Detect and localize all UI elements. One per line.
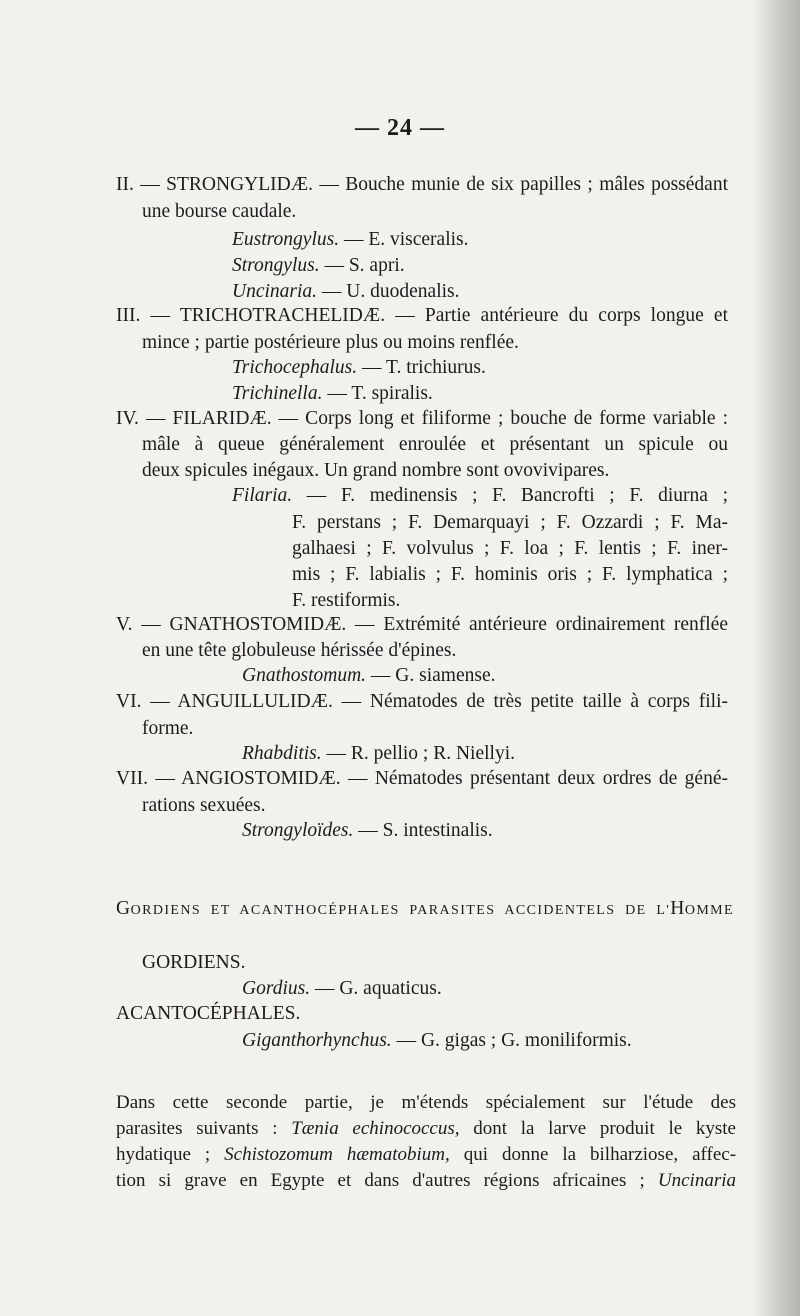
family-filaridae-line-2: mâle à queue généralement enroulée et présentant un spicule ou (142, 434, 728, 455)
genus-example: Filaria. — F. medinensis ; F. Bancrofti ; F. diurna ; (232, 485, 729, 506)
family-anguillulidae-line-2: forme. (142, 718, 194, 739)
species-list-line: mis ; F. labialis ; F. hominis oris ; F. lymphatica ; (292, 564, 728, 585)
genus-example: Rhabditis. — R. pellio ; R. Niellyi. (242, 743, 516, 764)
family-strongylidae-line-1: II. — STRONGYLIDÆ. — Bouche munie de six papilles ; mâles possédant (116, 174, 728, 195)
family-gnathostomidae-line-1: V. — GNATHOSTOMIDÆ. — Extrémité antérieure ordinairement renflée (116, 614, 728, 635)
genus-example: Strongylus. — S. apri. (232, 255, 405, 276)
genus-example: Strongyloïdes. — S. intestinalis. (242, 820, 493, 841)
genus-example: Trichocephalus. — T. trichiurus. (232, 357, 486, 378)
acanthocephales-heading: ACANTOCÉPHALES. (116, 1003, 301, 1024)
paragraph-line-2: parasites suivants : Tænia echinococcus, dont la larve produit le kyste (116, 1118, 736, 1139)
genus-example: Gnathostomum. — G. siamense. (242, 665, 496, 686)
species-list-line: F. restiformis. (292, 590, 401, 611)
family-angiostomidae-line-2: rations sexuées. (142, 795, 266, 816)
genus-example: Giganthorhynchus. — G. gigas ; G. moniliformis. (242, 1030, 632, 1051)
paragraph-line-1: Dans cette seconde partie, je m'étends spécialement sur l'étude des (116, 1092, 736, 1113)
family-trichotrachelidae-line-2: mince ; partie postérieure plus ou moins renflée. (142, 332, 519, 353)
family-anguillulidae-line-1: VI. — ANGUILLULIDÆ. — Nématodes de très petite taille à corps fili- (116, 691, 728, 712)
page-number: — 24 — (355, 115, 445, 141)
family-gnathostomidae-line-2: en une tête globuleuse hérissée d'épines. (142, 640, 457, 661)
genus-example: Gordius. — G. aquaticus. (242, 978, 442, 999)
family-filaridae-line-3: deux spicules inégaux. Un grand nombre sont ovovivipares. (142, 460, 610, 481)
paragraph-line-3: hydatique ; Schistozomum hæmatobium, qui donne la bilharziose, affec- (116, 1144, 737, 1165)
section-heading: GORDIENS ET ACANTHOCÉPHALES PARASITES ACCIDENTELS DE L'HOMME (116, 898, 734, 919)
genus-example: Trichinella. — T. spiralis. (232, 383, 433, 404)
family-strongylidae-line-2: une bourse caudale. (142, 201, 297, 222)
species-list-line: F. perstans ; F. Demarquayi ; F. Ozzardi ; F. Ma- (292, 512, 728, 533)
gordiens-heading: GORDIENS. (142, 952, 246, 973)
family-trichotrachelidae-line-1: III. — TRICHOTRACHELIDÆ. — Partie antérieure du corps longue et (116, 305, 728, 326)
family-angiostomidae-line-1: VII. — ANGIOSTOMIDÆ. — Nématodes présentant deux ordres de géné- (116, 768, 728, 789)
genus-example: Eustrongylus. — E. visceralis. (232, 229, 469, 250)
species-list-line: galhaesi ; F. volvulus ; F. loa ; F. lentis ; F. iner- (292, 538, 728, 559)
genus-example: Uncinaria. — U. duodenalis. (232, 281, 460, 302)
family-filaridae-line-1: IV. — FILARIDÆ. — Corps long et filiforme ; bouche de forme variable : (116, 408, 728, 429)
paragraph-line-4: tion si grave en Egypte et dans d'autres régions africaines ; Uncinaria (116, 1170, 736, 1191)
